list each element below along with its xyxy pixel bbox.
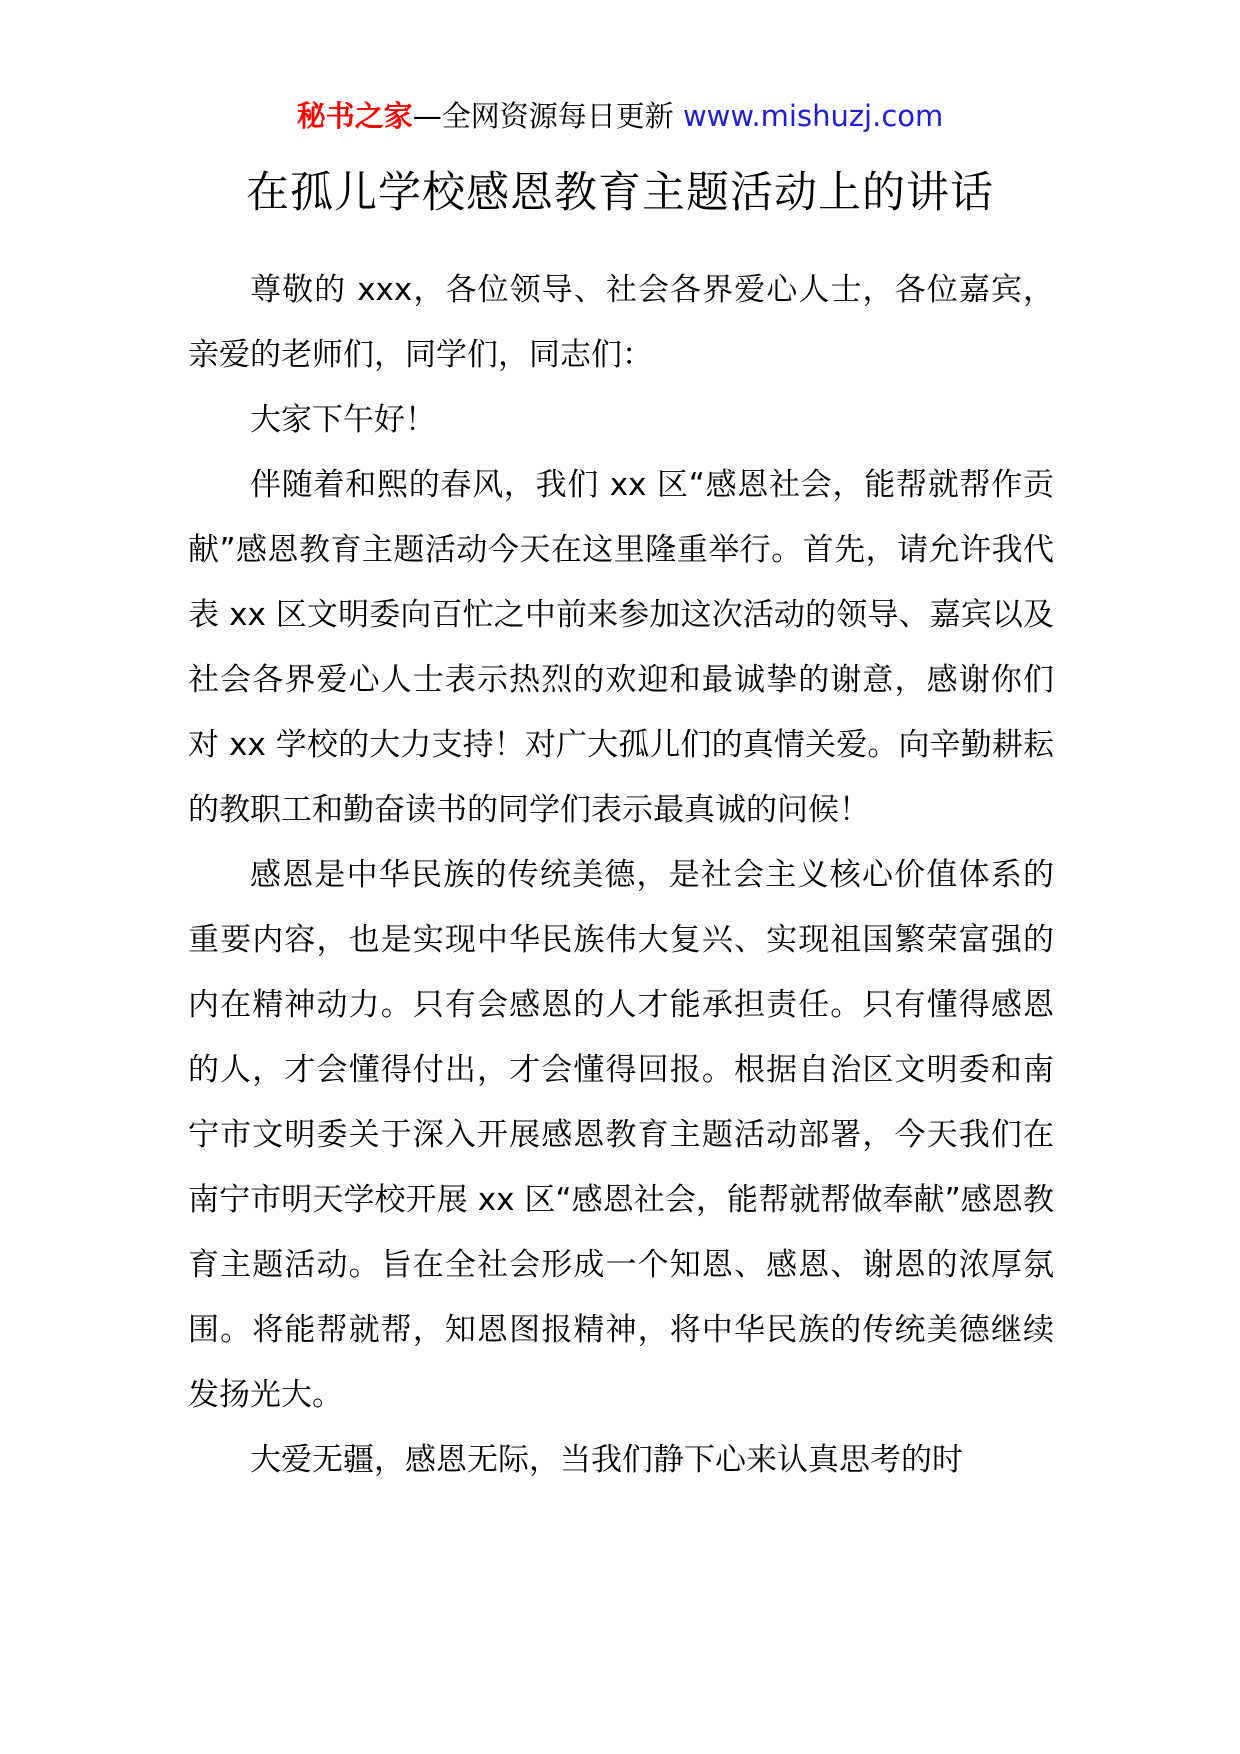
paragraph-greeting: 大家下午好！ — [250, 402, 436, 438]
banner-tagline: 全网资源每日更新 — [441, 99, 683, 133]
site-banner — [0, 96, 1240, 136]
site-url-link[interactable]: www.mishuzj.com — [682, 99, 944, 133]
paragraph-closing-start: 大爱无疆，感恩无际，当我们静下心来认真思考的时 — [250, 1442, 963, 1478]
document-body — [188, 258, 1054, 1493]
brand-name: 秘书之家 — [296, 99, 413, 133]
banner-dash: — — [412, 99, 442, 133]
paragraph-welcome: 伴随着和熙的春风，我们 xx 区“感恩社会，能帮就帮作贡献”感恩教育主题活动今天在这里隆重举行。首先，请允许我代表 xx 区文明委向百忙之中前来参加这次活动的领导、嘉宾以及社会各界爱心人士表示热烈的欢迎和最诚挚的谢意，感谢你们对 xx 学校的大力支持！对广大孤儿们的真情关爱。向辛勤耕耘的教职工和勤奋读书的同学们表示最真诚的问候！ — [188, 467, 1054, 828]
paragraph-salutation: 尊敬的 xxx，各位领导、社会各界爱心人士，各位嘉宾，亲爱的老师们，同学们，同志们： — [188, 272, 1054, 373]
paragraph-gratitude: 感恩是中华民族的传统美德，是社会主义核心价值体系的重要内容，也是实现中华民族伟大复兴、实现祖国繁荣富强的内在精神动力。只有会感恩的人才能承担责任。只有懂得感恩的人，才会懂得付出，才会懂得回报。根据自治区文明委和南宁市文明委关于深入开展感恩教育主题活动部署，今天我们在南宁市明天学校开展 xx 区“感恩社会，能帮就帮做奉献”感恩教育主题活动。旨在全社会形成一个知恩、感恩、谢恩的浓厚氛围。将能帮就帮，知恩图报精神，将中华民族的传统美德继续发扬光大。 — [188, 857, 1054, 1413]
document-title: 在孤儿学校感恩教育主题活动上的讲话 — [246, 168, 994, 218]
